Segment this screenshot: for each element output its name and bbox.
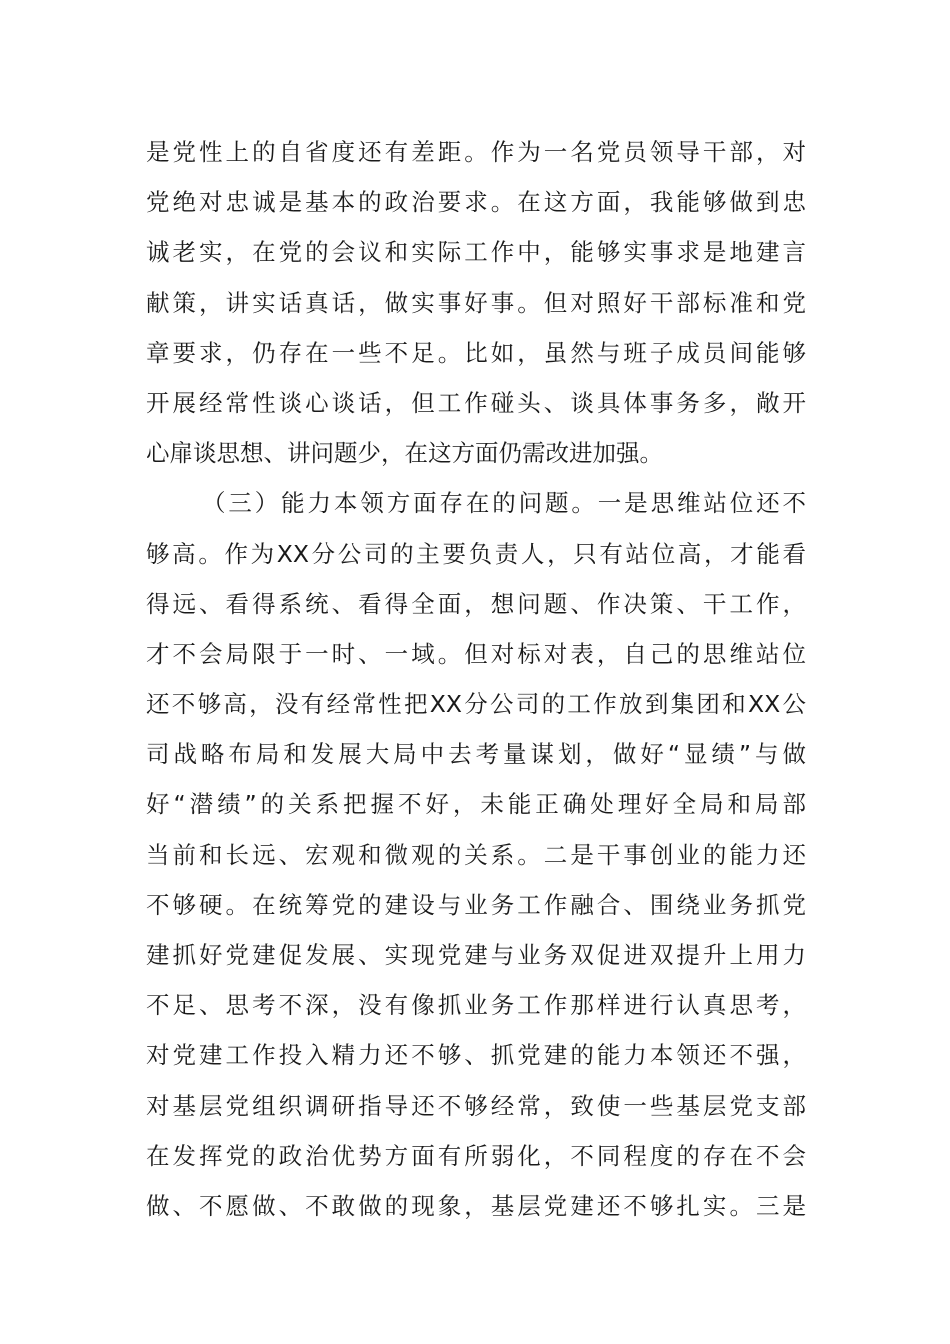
text-line: 不足、思考不深，没有像抓业务工作那样进行认真思考，	[146, 991, 806, 1020]
text-line: 建抓好党建促发展、实现党建与业务双促进双提升上用力	[146, 941, 806, 969]
text-line: 章要求，仍存在一些不足。比如，虽然与班子成员间能够	[146, 338, 806, 367]
text-line: 对基层党组织调研指导还不够经常，致使一些基层党支部	[146, 1091, 806, 1120]
text-line: 当前和长远、宏观和微观的关系。二是干事创业的能力还	[146, 840, 806, 869]
text-line: 是党性上的自省度还有差距。作为一名党员领导干部，对	[146, 138, 806, 166]
text-line: 对党建工作投入精力还不够、抓党建的能力本领还不强，	[146, 1041, 806, 1070]
text-line: 做、不愿做、不敢做的现象，基层党建还不够扎实。三是	[146, 1191, 806, 1220]
section-heading-line: （三）能力本领方面存在的问题。一是思维站位还不	[202, 489, 806, 518]
text-line: 得远、看得系统、看得全面，想问题、作决策、干工作，	[146, 589, 806, 618]
document-body	[146, 127, 806, 1231]
text-line: 不够硬。在统筹党的建设与业务工作融合、围绕业务抓党	[146, 890, 806, 919]
text-line: 才不会局限于一时、一域。但对标对表，自己的思维站位	[146, 639, 806, 668]
text-line: 够高。作为XX分公司的主要负责人，只有站位高，才能看	[146, 539, 806, 568]
text-line: 好“潜绩”的关系把握不好，未能正确处理好全局和局部	[146, 790, 806, 819]
text-line: 诚老实，在党的会议和实际工作中，能够实事求是地建言	[146, 238, 806, 267]
text-line: 司战略布局和发展大局中去考量谋划，做好“显绩”与做	[146, 740, 806, 769]
text-line: 还不够高，没有经常性把XX分公司的工作放到集团和XX公	[146, 690, 806, 719]
text-line: 开展经常性谈心谈话，但工作碰头、谈具体事务多，敞开	[146, 388, 806, 417]
text-line: 党绝对忠诚是基本的政治要求。在这方面，我能够做到忠	[146, 188, 806, 217]
text-line: 在发挥党的政治优势方面有所弱化，不同程度的存在不会	[146, 1141, 806, 1170]
paragraph-end-line: 心扉谈思想、讲问题少，在这方面仍需改进加强。	[146, 439, 663, 468]
text-line: 献策，讲实话真话，做实事好事。但对照好干部标准和党	[146, 288, 806, 317]
